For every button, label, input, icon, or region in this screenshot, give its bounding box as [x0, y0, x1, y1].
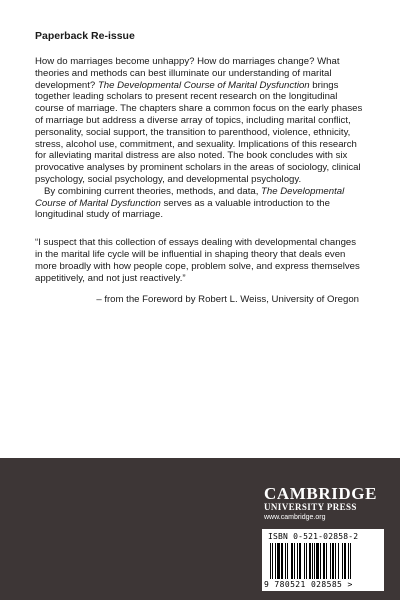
book-title-italic: The Developmental Course of Marital Dysfunction — [97, 79, 310, 91]
summary-text-1: By combining current theories, methods, and data, — [44, 185, 262, 197]
publisher-subtitle: UNIVERSITY PRESS — [264, 502, 357, 512]
endorsement-quote: “I suspect that this collection of essays dealing with developmental changes in the marital life cycle will be influential in shaping theory that deals even more broadly with how people cope, problem solve, and express themselves appetitively, and not just reactively.” — [35, 237, 360, 284]
description-text-1: How do marriages become unhappy? How do marriages change? What theories and methods can best illuminate our understanding of marital development? — [35, 56, 340, 91]
summary-paragraph — [35, 186, 365, 221]
description-paragraph — [35, 56, 365, 186]
blurb-area — [35, 30, 365, 315]
book-title-italic-2: The Developmental Course of Marital Dysfunction — [35, 185, 345, 209]
publisher-name: CAMBRIDGE — [264, 484, 378, 503]
barcode-icon — [270, 543, 376, 579]
isbn-label: ISBN 0-521-02858-2 — [268, 532, 359, 541]
quote-attribution: – from the Foreword by Robert L. Weiss, University of Oregon — [96, 293, 359, 305]
description-text-2: brings together leading scholars to present recent research on the longitudinal course of marriage. The chapters share a common focus on the early phases of marriage but address a diverse array of topics, including marital conflict, personality, social support, the transition to parenthood, violence, ethnicity, stress, alcohol use, commitment, and sexuality. Implications of this research for alleviating marital distress are also noted. The book concludes with six provocative analyses by prominent scholars in the areas of sociology, clinical psychology, social psychology, and developmental psychology. — [35, 79, 363, 185]
publisher-logo — [264, 486, 384, 522]
publisher-url: www.cambridge.org — [264, 514, 326, 521]
reissue-heading: Paperback Re-issue — [35, 30, 135, 42]
barcode-digits: 9 780521 028585 > — [264, 580, 353, 589]
barcode-box — [262, 529, 384, 591]
summary-text-2: serves as a valuable introduction to the longitudinal study of marriage. — [35, 197, 330, 221]
